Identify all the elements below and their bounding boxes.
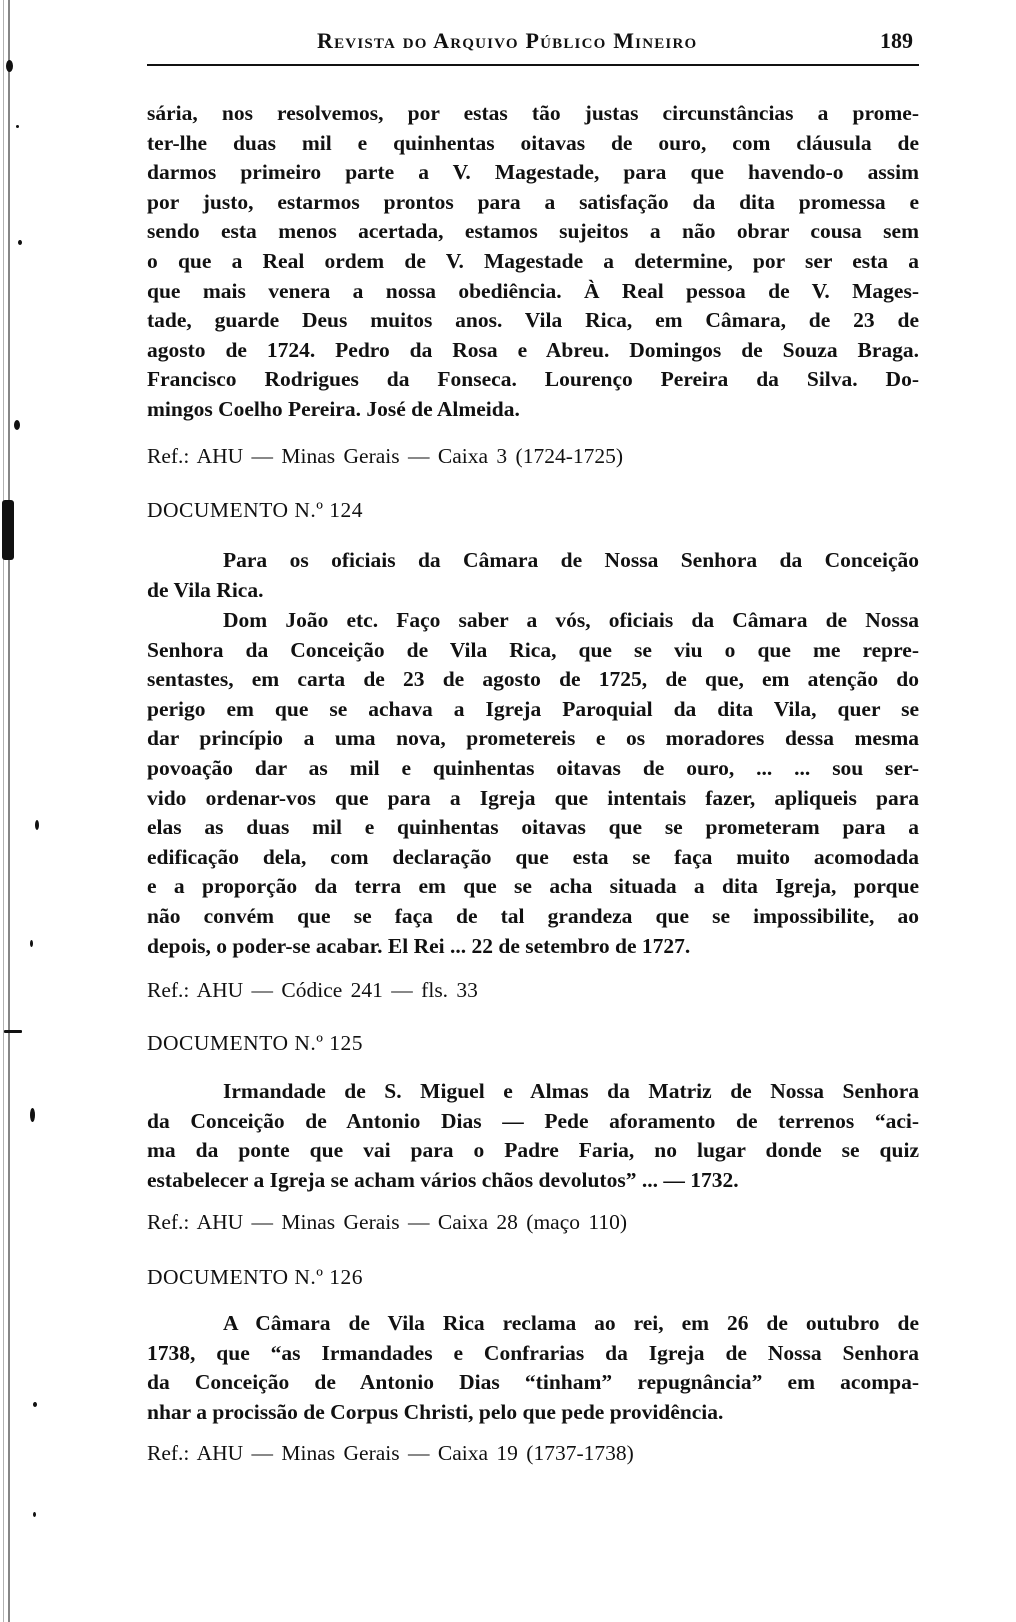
scan-edge-line — [8, 0, 10, 1622]
text-line: dar princípio a uma nova, prometereis e os moradores dessa mesma — [147, 726, 919, 751]
continuation-paragraph — [147, 99, 919, 425]
text-line: elas as duas mil e quinhentas oitavas que se prometeram para a — [147, 815, 919, 840]
reference-line: Ref.: AHU — Minas Gerais — Caixa 19 (1737-1738) — [147, 1441, 634, 1465]
text-line: por justo, estarmos prontos para a satisfação da dita promessa e — [147, 189, 919, 214]
text-line: sentastes, em carta de 23 de agosto de 1725, de que, em atenção do — [147, 667, 919, 692]
text-line: Dom João etc. Faço saber a vós, oficiais da Câmara de Nossa — [223, 608, 919, 632]
text-line: agosto de 1724. Pedro da Rosa e Abreu. Domingos de Souza Braga. — [147, 337, 919, 362]
scan-speck — [33, 1402, 37, 1407]
text-line: Irmandade de S. Miguel e Almas da Matriz de Nossa Senhora — [223, 1079, 919, 1103]
scan-speck — [6, 60, 13, 72]
reference-line: Ref.: AHU — Minas Gerais — Caixa 3 (1724-1725) — [147, 444, 624, 468]
text-line: sária, nos resolvemos, por estas tão justas circunstâncias a prome- — [147, 101, 919, 125]
scan-speck — [33, 1512, 36, 1517]
document-heading: DOCUMENTO N.º 126 — [147, 1265, 364, 1289]
text-line: estabelecer a Igreja se acham vários chãos devolutos” ... — 1732. — [147, 1167, 739, 1192]
text-line: sendo esta menos acertada, estamos sujeitos a não obrar cousa sem — [147, 219, 919, 244]
scan-speck — [16, 125, 19, 128]
text-line: tade, guarde Deus muitos anos. Vila Rica, em Câmara, de 23 de — [147, 308, 919, 333]
text-line: nhar a procissão de Corpus Christi, pelo que pede providência. — [147, 1399, 724, 1424]
text-line: A Câmara de Vila Rica reclama ao rei, em 26 de outubro de — [223, 1311, 919, 1335]
text-line: o que a Real ordem de V. Magestade a determine, por ser esta a — [147, 248, 919, 273]
scan-speck — [30, 940, 33, 947]
text-line: vido ordenar-vos que para a Igreja que intentais fazer, apliqueis para — [147, 785, 919, 810]
text-line: da Conceição de Antonio Dias “tinham” repugnância” em acompa- — [147, 1370, 919, 1395]
text-line: de Vila Rica. — [147, 577, 264, 602]
scan-speck — [2, 500, 14, 560]
text-line: que mais venera a nossa obediência. À Real pessoa de V. Mages- — [147, 278, 919, 303]
text-line: Senhora da Conceição de Vila Rica, que se viu o que me repre- — [147, 637, 919, 662]
text-line: edificação dela, com declaração que esta se faça muito acomodada — [147, 844, 919, 869]
running-header — [147, 28, 917, 60]
text-line: Francisco Rodrigues da Fonseca. Lourenço Pereira da Silva. Do- — [147, 367, 919, 392]
document-summary — [147, 1309, 919, 1427]
text-line: darmos primeiro parte a V. Magestade, para que havendo-o assim — [147, 160, 919, 185]
text-line: 1738, que “as Irmandades e Confrarias da Igreja de Nossa Senhora — [147, 1340, 919, 1365]
header-rule — [147, 64, 919, 66]
reference-line: Ref.: AHU — Códice 241 — fls. 33 — [147, 978, 478, 1002]
text-line: e a proporção da terra em que se acha situada a dita Igreja, porque — [147, 874, 919, 899]
journal-title: Revista do Arquivo Público Mineiro — [317, 28, 698, 53]
text-line: ma da ponte que vai para o Padre Faria, no lugar donde se quiz — [147, 1138, 919, 1163]
document-heading: DOCUMENTO N.º 124 — [147, 498, 364, 522]
scan-speck — [4, 1030, 22, 1033]
scan-speck — [18, 240, 22, 245]
document-summary — [147, 546, 919, 605]
document-body — [147, 606, 919, 961]
scan-speck — [30, 1108, 35, 1122]
scan-speck — [14, 420, 20, 430]
scan-speck — [35, 820, 39, 830]
text-line: da Conceição de Antonio Dias — Pede aforamento de terrenos “aci- — [147, 1108, 919, 1133]
scan-edge-line-secondary — [3, 0, 4, 1622]
text-line: ter-lhe duas mil e quinhentas oitavas de ouro, com cláusula de — [147, 130, 919, 155]
text-line: Para os oficiais da Câmara de Nossa Senhora da Conceição — [223, 548, 919, 572]
text-line: povoação dar as mil e quinhentas oitavas de ouro, ... ... sou ser- — [147, 755, 919, 780]
document-heading: DOCUMENTO N.º 125 — [147, 1031, 364, 1055]
text-line: mingos Coelho Pereira. José de Almeida. — [147, 396, 520, 421]
text-line: depois, o poder-se acabar. El Rei ... 22 de setembro de 1727. — [147, 933, 691, 958]
document-summary — [147, 1077, 919, 1195]
text-line: perigo em que se achava a Igreja Paroquial da dita Vila, quer se — [147, 696, 919, 721]
page-number: 189 — [880, 28, 913, 53]
text-line: não convém que se faça de tal grandeza que se impossibilite, ao — [147, 903, 919, 928]
reference-line: Ref.: AHU — Minas Gerais — Caixa 28 (maço 110) — [147, 1210, 628, 1234]
